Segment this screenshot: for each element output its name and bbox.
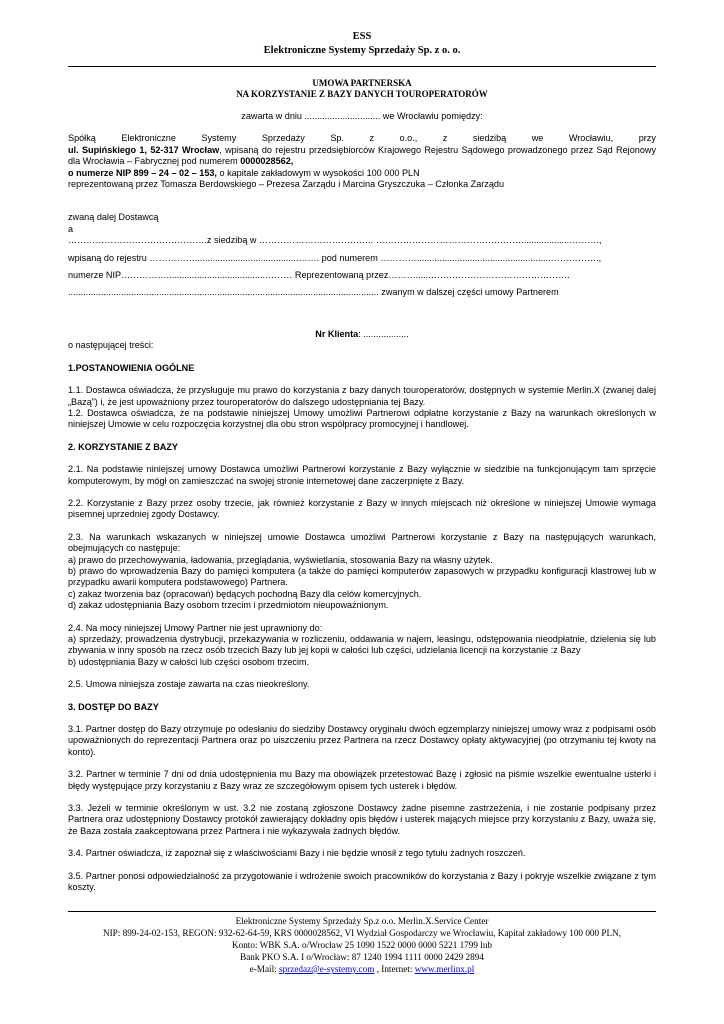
section-3-p1: 3.1. Partner dostęp do Bazy otrzymuje po odesłaniu do siedziby Dostawcy oryginału dwóch egzemplarzy niniejszej umowy wraz z podpisami osób upoważnionych do reprezentacji Partnera oraz po uiszczeniu przez Partnera na rzecz Dostawcy opłaty aktywacyjnej (po otrzymaniu tej kwoty na konto).	[68, 724, 656, 757]
content-intro: o następującej treści:	[68, 340, 154, 351]
section-2-p3a: a) prawo do przechowywania, ładowania, przeglądania, wyświetlania, stosowania Bazy na własny użytek.	[68, 554, 493, 565]
party-address	[68, 145, 656, 168]
section-3-heading: 3. DOSTĘP DO BAZY	[68, 701, 159, 712]
party-line-word: Wrocławiu,	[568, 133, 614, 144]
fill-line-4	[68, 287, 656, 298]
party-line-word: o.o.,	[399, 133, 418, 144]
section-2-p3d: d) zakaz udostępniania Bazy osobom trzecim i przedmiotom nieupoważnionym.	[68, 600, 389, 611]
party-line-word: z	[369, 133, 375, 144]
section-2-heading: 2. KORZYSTANIE Z BAZY	[68, 441, 178, 452]
called-supplier: zwaną dalej Dostawcą	[68, 212, 159, 223]
footer-line-3: Konto: WBK S.A. o/Wrocław 25 1090 1522 0000 0000 5221 1799 lub	[231, 940, 493, 950]
document-title	[68, 78, 656, 100]
party-line-1	[68, 133, 656, 144]
client-number-label: Nr Klienta	[315, 328, 359, 339]
nip-text: o kapitale zakładowym w wysokości 100 000 PLN	[216, 167, 420, 178]
party-nip	[68, 168, 656, 179]
page-header	[0, 30, 724, 58]
party-line-word: z	[442, 133, 448, 144]
company-short-name: ESS	[352, 31, 372, 42]
section-1-p2: 1.2. Dostawca oświadcza, że na podstawie niniejszej Umowy umożliwi Partnerowi odpłatne korzystanie z Bazy na warunkach określonych w niniejszej Umowie w celu rozpoczęcia korzystnej dla obu stron współpracy promocyjnej i handlowej.	[68, 407, 656, 430]
footer-divider	[68, 911, 656, 912]
and-word: a	[68, 223, 74, 234]
fill-line-2: wpisaną do rejestru …………….........................................……. pod numerem ………….....................................................…………….,	[68, 252, 602, 263]
section-1-p1: 1.1. Dostawca oświadcza, że przysługuje mu prawo do korzystania z bazy danych touroperatorów, dostępnych w systemie Merlin.X (zwanej dalej „Bazą”) i, że jest upoważniony przez touroperatorów do dalszego udostępniania tej Bazy.	[68, 385, 656, 407]
section-2-p1: 2.1. Na podstawie niniejszej umowy Dostawca umożliwi Partnerowi korzystanie z Bazy wyłącznie w siedzibie na funkcjonującym tam sprzęcie komputerowym, by mógł on zamieszczać na swojej stronie internetowej dane zaczerpnięte z Bazy.	[68, 464, 656, 486]
title-line-1: UMOWA PARTNERSKA	[312, 78, 412, 88]
document-body	[68, 78, 656, 894]
address-text: , wpisaną do rejestru przedsiębiorców Krajowego Rejestru Sądowego prowadzonego przez Sąd Rejonowy dla Wrocławia – Fabrycznej pod numerem	[68, 144, 656, 167]
section-2-p3b: b) prawo do wprowadzenia Bazy do pamięci komputera (a także do pamięci komputerów zapasowych w przypadku konfiguracji klastrowej lub w przypadku awarii komputera podstawowego) Partnera.	[68, 565, 656, 588]
footer-line-4: Bank PKO S.A. I o/Wrocław: 87 1240 1994 1111 0000 2429 2894	[240, 952, 484, 962]
section-3-p3: 3.3. Jeżeli w terminie określonym w ust. 3.2 nie zostaną zgłoszone Dostawcy żadne pisemne zastrzeżenia, i nie zostanie podpisany przez Partnera oraz udostępniony Dostawcy protokół zawierający dokładny opis błędów i usterek mających miejsce przy korzystaniu z Bazy, uważa się, że Baza została zaakceptowana przez Partnera i nie wykazywała żadnych błędów.	[68, 803, 656, 836]
section-2-p3: 2.3. Na warunkach wskazanych w niniejszej umowie Dostawca umożliwi Partnerowi korzystanie z Bazy na następujących warunkach, obejmujących co następuje:	[68, 531, 656, 554]
party-line-word: przy	[638, 133, 656, 144]
section-2-p3c: c) zakaz tworzenia baz (opracowań) będących pochodną Bazy dla celów komercyjnych.	[68, 588, 422, 599]
party-line-word: Sprzedaży	[261, 133, 305, 144]
party-line-word: Systemy	[201, 133, 237, 144]
fill-line-4-text: zwanym w dalszej części umowy Partnerem	[378, 287, 559, 298]
fill-line-3: numerze NIP…………….......................................……… Reprezentowaną przez………......……………………………………….	[68, 270, 570, 281]
footer-contact	[0, 963, 724, 975]
internet-label: , Internet:	[374, 964, 415, 974]
concluded-line: zawarta w dniu .............................. we Wrocławiu pomiędzy:	[241, 111, 483, 121]
fill-line-4-dots: ...........................................................................................................................	[68, 287, 379, 298]
section-2-p4: 2.4. Na mocy niniejszej Umowy Partner nie jest uprawniony do:	[68, 622, 323, 633]
email-link[interactable]: sprzedaz@e-systemy.com	[279, 964, 375, 974]
section-2-p4a: a) sprzedaży, prowadzenia dystrybucji, przekazywania w rozliczeniu, oddawania w najem, leasingu, odstępowania nieodpłatnie, dzielenia się lub zbywania w inny sposób na rzecz osób trzecich Bazy lub jej kopii w całości lub części, udzielania licencji na korzystanie :z Bazy	[68, 634, 656, 656]
address-bold: ul. Supińskiego 1, 52-317 Wrocław	[68, 144, 220, 155]
party-line-word: Elektroniczne	[121, 133, 176, 144]
company-full-name: Elektroniczne Systemy Sprzedaży Sp. z o. o.	[263, 45, 461, 56]
party-line-word: we	[531, 133, 544, 144]
section-2-p5: 2.5. Umowa niniejsza zostaje zawarta na czas nieokreślony.	[68, 679, 310, 690]
header-divider	[68, 66, 656, 67]
party-line-word: Spółką	[68, 133, 96, 144]
party-line-word: siedzibą	[472, 133, 507, 144]
footer-line-2: NIP: 899-24-02-153, REGON: 932-62-64-59, KRS 0000028562, VI Wydział Gospodarczy we Wrocławiu, Kapitał zakładowy 100 000 PLN,	[102, 928, 622, 938]
client-number	[68, 329, 656, 340]
website-link[interactable]: www.merlinx.pl	[414, 964, 475, 974]
section-2-p4b: b) udostępniania Bazy w całości lub części osobom trzecim.	[68, 656, 310, 667]
email-label: e-Mail:	[249, 964, 280, 974]
fill-line-1: ……………………………………….z siedzibą w ……………………………….. …………………………………………...................……….,	[68, 235, 602, 246]
party-line-word: Sp.	[330, 133, 344, 144]
section-3-p5: 3.5. Partner ponosi odpowiedzialność za przygotowanie i wdrożenie swoich pracowników do korzystania z Bazy i pokryje wszelkie związane z tym koszty.	[68, 870, 656, 893]
client-number-value: : ..................	[358, 328, 409, 339]
section-3-p4: 3.4. Partner oświadcza, iż zapoznał się z właściwościami Bazy i nie będzie wnosił z tego tytułu żadnych roszczeń.	[68, 848, 526, 859]
krs-number: 0000028562,	[240, 156, 294, 167]
section-3-p2: 3.2. Partner w terminie 7 dni od dnia udostępnienia mu Bazy ma obowiązek przetestować Bazę i zgłosić na piśmie wszelkie ewentualne usterki i błędy występujące przy korzystaniu z Bazy wraz ze szczegółowym opisem tych usterek i błędów.	[68, 769, 656, 791]
page-footer	[0, 915, 724, 975]
represented-line: reprezentowaną przez Tomasza Berdowskiego – Prezesa Zarządu i Marcina Gryszczuka – Członka Zarządu	[68, 179, 505, 190]
section-1-heading: 1.POSTANOWIENIA OGÓLNE	[68, 362, 195, 373]
section-2-p2: 2.2. Korzystanie z Bazy przez osoby trzecie, jak również korzystanie z Bazy w innych miejscach niż określone w niniejszej Umowie wymaga pisemnej uprzedniej zgody Dostawcy.	[68, 497, 656, 520]
footer-line-1: Elektroniczne Systemy Sprzedaży Sp.z o.o. Merlin.X.Service Center	[235, 916, 489, 926]
title-line-2: NA KORZYSTANIE Z BAZY DANYCH TOUROPERATORÓW	[236, 89, 488, 99]
nip-bold: o numerze NIP 899 – 24 – 02 – 153,	[68, 167, 217, 178]
